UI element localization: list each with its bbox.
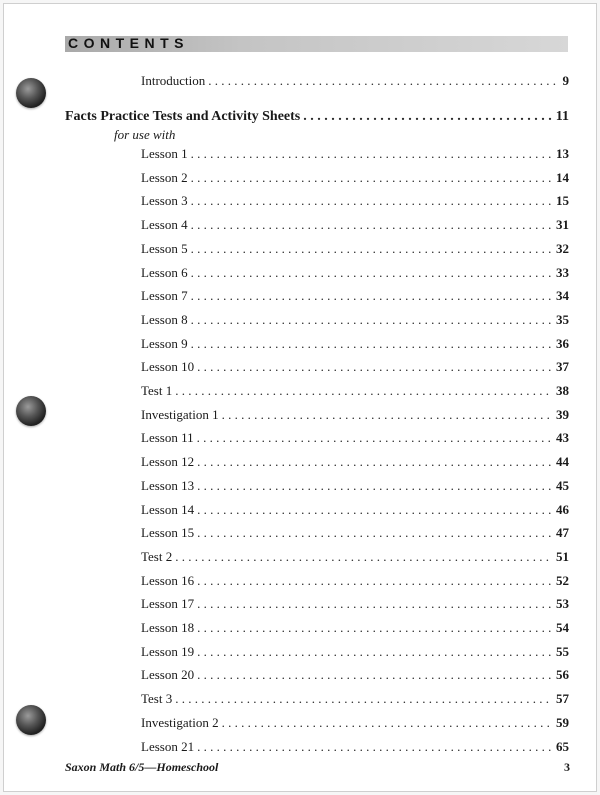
toc-entry [141, 477, 569, 495]
toc-section-heading [65, 108, 569, 126]
dot-leader [197, 429, 552, 447]
toc-entry [141, 287, 569, 305]
toc-entry-label: Lesson 6 [141, 264, 188, 280]
toc-entry [141, 216, 569, 234]
toc-entry-page: 33 [556, 264, 569, 280]
toc-entry [141, 358, 569, 376]
dot-leader [175, 690, 552, 708]
toc-entry-page: 46 [556, 501, 569, 517]
toc-entry-label: Lesson 2 [141, 169, 188, 185]
toc-entry [141, 643, 569, 661]
toc-entry-page: 57 [556, 691, 569, 707]
footer-book-title: Saxon Math 6/5—Homeschool [65, 760, 219, 774]
toc-entry-label: Test 3 [141, 691, 173, 707]
toc-entry-introduction [141, 72, 569, 90]
toc-entry-label: Lesson 20 [141, 667, 195, 683]
dot-leader [197, 501, 552, 519]
toc-entry-page: 44 [556, 454, 569, 470]
dot-leader [191, 335, 552, 353]
toc-entry-label: Lesson 15 [141, 525, 195, 541]
toc-entry-label: Lesson 12 [141, 454, 195, 470]
toc-entry [141, 382, 569, 400]
toc-entry-page: 43 [556, 430, 569, 446]
toc-entry-page: 32 [556, 240, 569, 256]
toc-entry-label: Lesson 19 [141, 643, 195, 659]
toc-entry-label: Lesson 8 [141, 311, 188, 327]
toc-entry [141, 666, 569, 684]
toc-entry-page: 47 [556, 525, 569, 541]
toc-entry [141, 169, 569, 187]
dot-leader [191, 145, 552, 163]
toc-entry-page: 14 [556, 169, 569, 185]
toc-entry-label: Test 2 [141, 548, 173, 564]
dot-leader [191, 169, 552, 187]
dot-leader [191, 311, 552, 329]
toc-entry-label: Lesson 14 [141, 501, 195, 517]
binder-hole-icon [16, 705, 46, 735]
toc-entry-label: Lesson 11 [141, 430, 194, 446]
dot-leader [197, 643, 552, 661]
toc-entry [141, 714, 569, 732]
toc-entry-page: 15 [556, 193, 569, 209]
toc-entry-page: 37 [556, 359, 569, 375]
toc-entry [141, 738, 569, 756]
toc-entry [141, 192, 569, 210]
toc-entry-page: 54 [556, 620, 569, 635]
dot-leader [197, 477, 552, 495]
toc-entry [141, 264, 569, 282]
toc-entry-page: 52 [556, 572, 569, 588]
document-page [3, 3, 597, 792]
toc-entry-label: Lesson 16 [141, 572, 195, 588]
dot-leader [222, 406, 552, 424]
toc-entry-label: Lesson 18 [141, 620, 195, 635]
toc-entry-label: Lesson 3 [141, 193, 188, 209]
dot-leader [197, 524, 552, 542]
toc-entry-label: Test 1 [141, 383, 173, 398]
toc-entry [141, 501, 569, 519]
toc-entry-label: Lesson 4 [141, 217, 188, 233]
dot-leader [191, 287, 552, 305]
toc-entry-page: 59 [556, 714, 569, 730]
dot-leader [175, 382, 552, 400]
dot-leader [222, 714, 552, 732]
toc-entry-page: 9 [562, 73, 569, 88]
binder-hole-icon [16, 78, 46, 108]
dot-leader [197, 358, 552, 376]
binder-hole-icon [16, 396, 46, 426]
toc-entry-label: Lesson 21 [141, 738, 195, 754]
toc-entry [141, 335, 569, 353]
toc-entry-label: Investigation 2 [141, 714, 219, 730]
toc-subheading: for use with [114, 127, 176, 142]
dot-leader [175, 548, 552, 566]
dot-leader [191, 264, 552, 282]
toc-entry [141, 548, 569, 566]
dot-leader [197, 738, 552, 756]
toc-entry-page: 36 [556, 335, 569, 351]
toc-entry-page: 53 [556, 596, 569, 612]
toc-entry-label: Lesson 1 [141, 146, 188, 161]
toc-entry [141, 311, 569, 329]
footer-page-number: 3 [564, 760, 570, 774]
toc-section-label: Facts Practice Tests and Activity Sheets [65, 109, 301, 124]
toc-entry [141, 145, 569, 163]
toc-entry-page: 34 [556, 288, 569, 304]
dot-leader [197, 595, 552, 613]
toc-entry-page: 35 [556, 311, 569, 327]
toc-entry-page: 31 [556, 217, 569, 233]
dot-leader [197, 572, 552, 590]
toc-entry-label: Lesson 7 [141, 288, 188, 304]
toc-entry-label: Investigation 1 [141, 406, 219, 422]
toc-entry-page: 38 [556, 383, 569, 398]
dot-leader [303, 108, 552, 126]
toc-entry [141, 429, 569, 447]
toc-entry-label: Introduction [141, 73, 206, 88]
toc-section-page: 11 [555, 109, 569, 124]
dot-leader [197, 666, 552, 684]
toc-entry [141, 524, 569, 542]
toc-entry [141, 595, 569, 613]
toc-entry-page: 51 [556, 548, 569, 564]
toc-entry-page: 39 [556, 406, 569, 422]
toc-entry-page: 45 [556, 477, 569, 493]
toc-entry [141, 240, 569, 258]
dot-leader [208, 72, 558, 90]
page-title: CONTENTS [68, 35, 189, 51]
dot-leader [191, 240, 552, 258]
toc-entry [141, 406, 569, 424]
toc-entry [141, 572, 569, 590]
toc-entry-label: Lesson 9 [141, 335, 188, 351]
toc-entry-page: 65 [556, 738, 569, 754]
toc-entry-label: Lesson 10 [141, 359, 195, 375]
dot-leader [191, 192, 552, 210]
dot-leader [197, 619, 552, 637]
toc-entry [141, 619, 569, 637]
dot-leader [197, 453, 552, 471]
toc-entry [141, 690, 569, 708]
dot-leader [191, 216, 552, 234]
toc-entry-page: 13 [556, 146, 569, 161]
toc-entry-label: Lesson 17 [141, 596, 195, 612]
toc-entry-page: 55 [556, 643, 569, 659]
toc-entry-label: Lesson 13 [141, 477, 195, 493]
toc-entry-label: Lesson 5 [141, 240, 188, 256]
toc-entry-page: 56 [556, 667, 569, 683]
toc-entry [141, 453, 569, 471]
